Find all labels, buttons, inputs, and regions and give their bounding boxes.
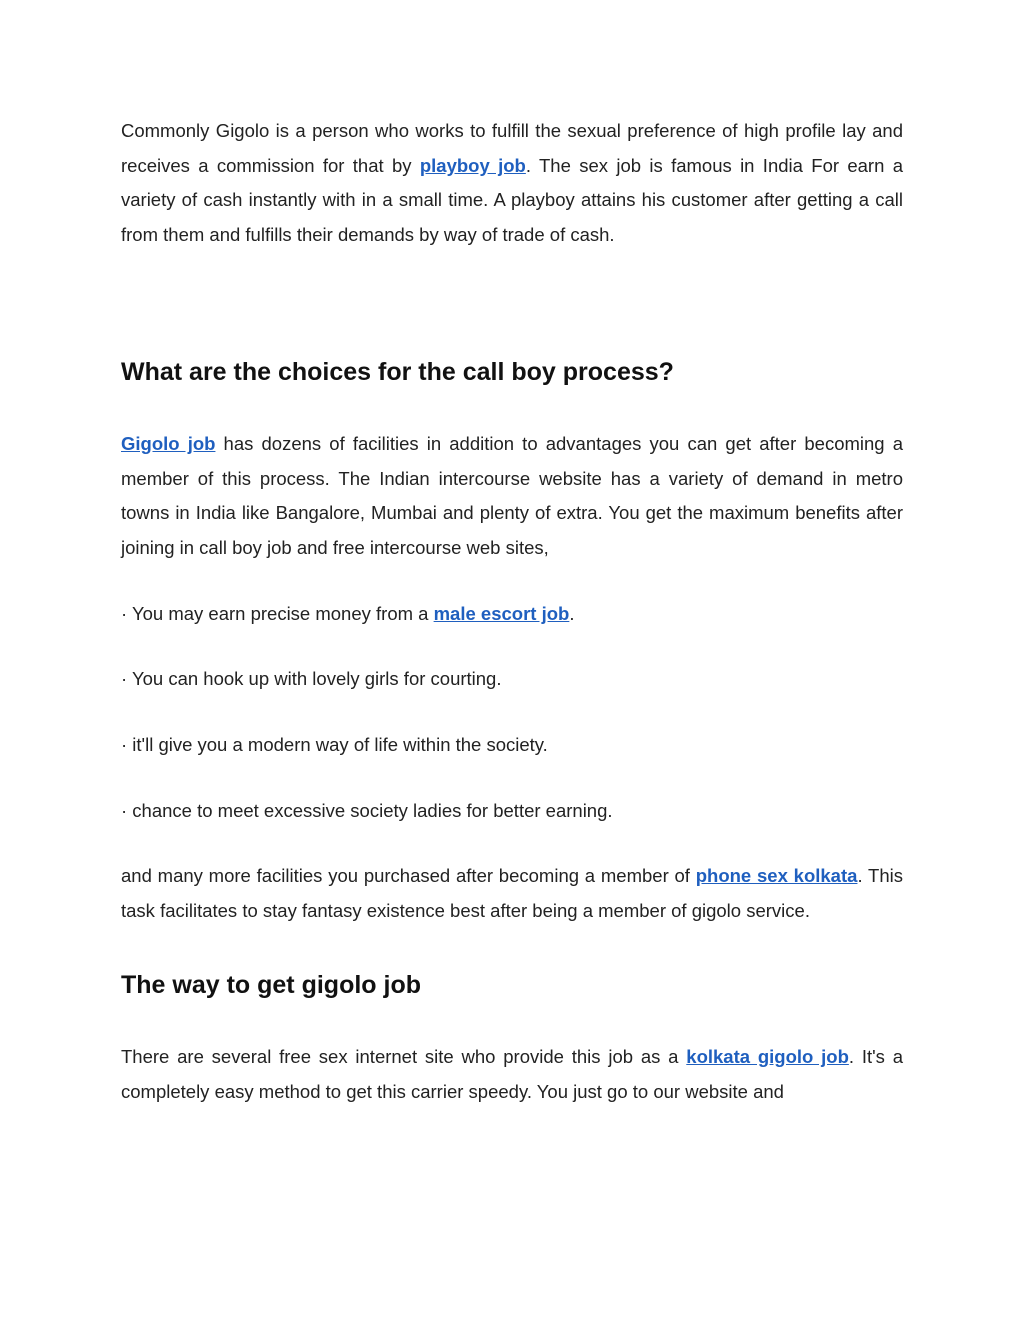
bullet-text: · You may earn precise money from a [121,602,434,624]
bullet-item-earn-money [121,597,903,632]
section2-text-start: There are several free sex internet site who provide this job as a [121,1045,687,1067]
intro-text-end: . The sex job is famous in India For earn a variety of cash instantly with in a small time. A playboy attains his customer after getting a call from them and fulfills their demands by way of trade of cash. [121,154,904,246]
section2-paragraph [121,1040,903,1109]
intro-paragraph [121,114,903,253]
bullet-text-end: . [569,602,575,624]
bullet-item-modern-life: · it'll give you a modern way of life within the society. [121,734,548,756]
document-page [121,114,903,1109]
section-heading-call-boy-process: What are the choices for the call boy process? [121,357,674,386]
bullet-item-meet-ladies: · chance to meet excessive society ladies for better earning. [121,799,613,821]
male-escort-job-link[interactable]: male escort job [433,602,570,624]
intro-text-start: Commonly Gigolo is a person who works to fulfill the sexual preference of high profile lay and receives a commission for that by [121,120,903,176]
phone-sex-kolkata-link[interactable]: phone sex kolkata [695,865,858,887]
bullet-item-hook-up: · You can hook up with lovely girls for courting. [121,668,502,690]
section1-paragraph [121,427,903,566]
closing-text-start: and many more facilities you purchased after becoming a member of [121,865,696,887]
playboy-job-link[interactable]: playboy job [419,154,526,176]
section2-text-end: . It's a completely easy method to get this carrier speedy. You just go to our website and [121,1045,903,1102]
kolkata-gigolo-job-link[interactable]: kolkata gigolo job [686,1045,849,1067]
section1-paragraph-text: has dozens of facilities in addition to advantages you can get after becoming a member of this process. The Indian intercourse website has a variety of demand in metro towns in India like Bangalore, Mumbai and plenty of extra. You get the maximum benefits after joining in call boy job and free intercourse web sites, [121,432,904,558]
section-heading-get-gigolo-job: The way to get gigolo job [121,970,421,999]
closing-paragraph [121,859,903,928]
gigolo-job-link[interactable]: Gigolo job [121,432,216,454]
closing-text-end: . This task facilitates to stay fantasy existence best after being a member of gigolo service. [121,865,903,922]
